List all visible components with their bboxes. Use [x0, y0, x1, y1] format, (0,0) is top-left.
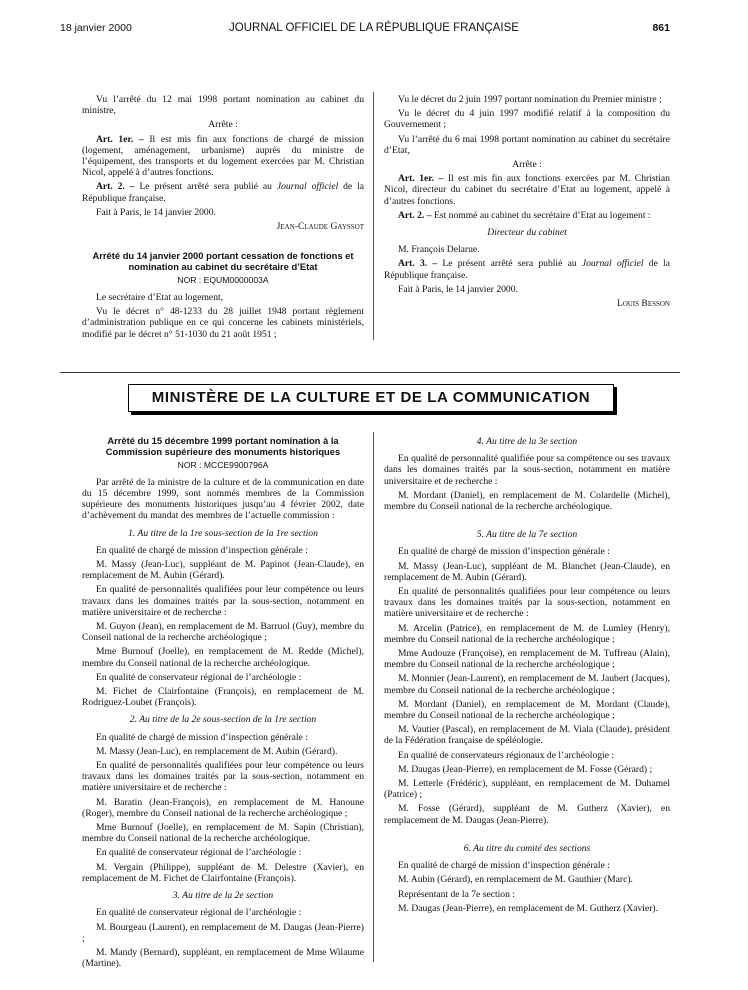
paragraph: En qualité de conservateur régional de l’archéologie : — [96, 907, 302, 919]
paragraph: M. Massy (Jean-Luc), en remplacement de M. Aubin (Gérard). — [96, 745, 338, 757]
section-heading: 1. Au titre de la 1re sous-section de la 1re section — [128, 527, 318, 539]
article-text: Le présent arrêté sera publié au — [139, 181, 272, 193]
article-label: Art. 2. – — [398, 209, 432, 221]
article-text: Le présent arrêté sera publié au — [442, 258, 577, 270]
paragraph: En qualité de personnalités qualifiées pour leur compétence ou leurs travaux dans les domaines traités par la sous-section, notamment en matière universitaire et de recherche : — [384, 586, 670, 620]
section-heading: 5. Au titre de la 7e section — [476, 529, 578, 541]
paragraph: M. Mordant (Daniel), en remplacement de M. Colardelle (Michel), membre du Conseil national de la recherche archéologique. — [384, 489, 670, 513]
paragraph: M. Guyon (Jean), en remplacement de M. Barruol (Guy), membre du Conseil national de la recherche archéologique ; — [82, 621, 364, 644]
arrete-label: Arrête : — [512, 159, 542, 171]
paragraph: En qualité de personnalités qualifiées pour leur compétence ou leurs travaux dans les domaines traités par la sous-section, notamment en matière universitaire et de recherche : — [82, 584, 364, 618]
article-label: Art. 3. – — [398, 258, 438, 270]
bottom-left-column — [82, 436, 364, 972]
paragraph: M. Daugas (Jean-Pierre), en remplacement de M. Fosse (Gérard) ; — [398, 763, 653, 775]
paragraph: M. Mordant (Daniel), en remplacement de M. Mordant (Claude), membre du Conseil national de la recherche archéologique ; — [384, 698, 670, 722]
column-divider — [373, 432, 374, 962]
paragraph: Vu l’arrêté du 6 mai 1998 portant nomination au cabinet du secrétaire d’Etat, — [384, 133, 670, 156]
paragraph: M. Fosse (Gérard), suppléant de M. Gutherz (Xavier), en remplacement de M. Daugas (Jean-Pierre). — [384, 803, 670, 826]
paragraph: Par arrêté de la ministre de la culture et de la communication en date du 15 décembre 1999, sont nommés membres de la Commission supérieure des monuments historiques jusqu’au 4 février 2002, date d’achèvement du mandat des membres de l’actuelle commission : — [82, 476, 364, 522]
paragraph: En qualité de personnalités qualifiées pour leur compétence ou leurs travaux dans les domaines traités par la sous-section, notamment en matière universitaire et de recherche : — [82, 760, 364, 794]
top-right-column — [384, 94, 670, 312]
position-heading: Directeur du cabinet — [487, 227, 567, 239]
paragraph: Mme Burnouf (Joelle), en remplacement de M. Redde (Michel), membre du Conseil national de la recherche archéologique. — [82, 646, 364, 669]
paragraph: Vu le décret du 2 juin 1997 portant nomination du Premier ministre ; — [398, 94, 662, 105]
paragraph: En qualité de chargé de mission d’inspection générale : — [398, 546, 610, 558]
article-text: de la République française. — [82, 181, 365, 204]
article-2 — [82, 181, 364, 203]
nor-reference: NOR : EQUM0000003A — [177, 274, 269, 285]
article-text: Il est mis fin aux fonctions de chargé de mission (logement, aménagement, urbanisme) auprès du ministre de l’équipement, des transports et du logement exercées par M. Christian Nicol, appelé à d’autres fonctions. — [82, 133, 364, 179]
paragraph: M. Bourgeau (Laurent), en remplacement de M. Daugas (Jean-Pierre) ; — [82, 921, 364, 944]
column-divider — [373, 92, 374, 340]
section-heading: 2. Au titre de la 2e sous-section de la 1re section — [129, 714, 317, 726]
article-1 — [384, 173, 670, 207]
journal-title: JOURNAL OFFICIEL DE LA RÉPUBLIQUE FRANÇAISE — [229, 22, 519, 34]
ministry-banner: MINISTÈRE DE LA CULTURE ET DE LA COMMUNICATION — [128, 384, 614, 412]
decree-title: Arrêté du 15 décembre 1999 portant nomination à la Commission supérieure des monuments historiques — [105, 435, 341, 457]
article-text: Il est mis fin aux fonctions exercées par M. Christian Nicol, directeur du cabinet du secrétaire d’Etat au logement, appelé à d’autres fonctions. — [384, 173, 670, 207]
article-label: Art. 1er. – — [96, 133, 144, 145]
signature: Jean-Claude Gayssot — [276, 221, 364, 233]
paragraph: En qualité de conservateur régional de l’archéologie : — [96, 847, 302, 859]
top-left-column — [82, 94, 364, 343]
paragraph: Mme Burnouf (Joelle), en remplacement de M. Sapin (Christian), membre du Conseil national de la recherche archéologique. — [82, 822, 364, 845]
paragraph: M. Letterle (Frédéric), suppléant, en remplacement de M. Duhamel (Patrice) ; — [384, 778, 670, 801]
signing-place-date: Fait à Paris, le 14 janvier 2000. — [398, 283, 518, 295]
article-text: de la République française. — [384, 258, 670, 281]
article-text: Est nommé au cabinet du secrétaire d’Etat au logement : — [433, 209, 651, 221]
section-heading: 4. Au titre de la 3e section — [476, 436, 578, 447]
article-2 — [384, 210, 670, 221]
paragraph: M. Daugas (Jean-Pierre), en remplacement de M. Gutherz (Xavier). — [398, 902, 658, 914]
paragraph: M. Vergain (Philippe), suppléant de M. Delestre (Xavier), en remplacement de M. Fichet de Clairfontaine (François). — [82, 861, 364, 884]
paragraph: Vu le décret du 4 juin 1997 modifié relatif à la composition du Gouvernement ; — [384, 108, 670, 131]
article-label: Art. 1er. – — [398, 173, 444, 185]
journal-reference: Journal officiel — [581, 258, 644, 270]
signing-place-date: Fait à Paris, le 14 janvier 2000. — [96, 206, 216, 218]
paragraph: En qualité de chargé de mission d’inspection générale : — [398, 860, 610, 872]
paragraph: M. Vautier (Pascal), en remplacement de M. Viala (Claude), président de la Fédération française de spéléologie. — [384, 724, 670, 747]
paragraph: Vu l’arrêté du 12 mai 1998 portant nomination au cabinet du ministre, — [82, 94, 364, 117]
paragraph: M. Aubin (Gérard), en remplacement de M. Gauthier (Marc). — [398, 874, 633, 886]
paragraph: En qualité de conservateur régional de l’archéologie : — [96, 671, 302, 683]
signature: Louis Besson — [616, 298, 670, 310]
paragraph: Mme Audouze (Françoise), en remplacement de M. Tuffreau (Alain), membre du Conseil national de la recherche archéologique ; — [384, 648, 670, 671]
paragraph: Vu le décret n° 48-1233 du 28 juillet 1948 portant règlement d’administration publique en ce qui concerne les cabinets ministériels, modifié par le décret n° 51-1030 du 21 août 1951 ; — [82, 306, 364, 340]
issue-date: 18 janvier 2000 — [60, 22, 132, 34]
article-label: Art. 2. – — [96, 181, 135, 193]
bottom-right-column — [384, 436, 670, 917]
paragraph: Représentant de la 7e section : — [398, 888, 515, 900]
page-number: 861 — [652, 22, 670, 34]
paragraph: M. Arcelin (Patrice), en remplacement de M. de Lumley (Henry), membre du Conseil national de la recherche archéologique ; — [384, 622, 670, 645]
section-separator — [60, 372, 680, 373]
paragraph: M. Fichet de Clairfontaine (François), en remplacement de M. Rodriguez-Loubet (François). — [82, 686, 364, 709]
paragraph: Le secrétaire d’Etat au logement, — [96, 292, 224, 304]
paragraph: En qualité de conservateurs régionaux de l’archéologie : — [398, 749, 615, 761]
arrete-label: Arrête : — [208, 119, 238, 131]
paragraph: En qualité de personnalité qualifiée pour sa compétence ou ses travaux dans les domaines traités par la sous-section, notamment en matière universitaire et de recherche : — [384, 453, 670, 487]
paragraph: En qualité de chargé de mission d’inspection générale : — [96, 731, 308, 743]
page-header — [0, 22, 748, 42]
article-1 — [82, 134, 364, 179]
paragraph: M. Massy (Jean-Luc), suppléant de M. Blanchet (Jean-Claude), en remplacement de M. Aubin (Gérard). — [384, 560, 670, 583]
section-heading: 3. Au titre de la 2e section — [172, 890, 274, 902]
appointee: M. François Delarue. — [398, 244, 480, 256]
paragraph: M. Baratin (Jean-François), en remplacement de M. Hanoune (Roger), membre du Conseil national de la recherche archéologique ; — [82, 796, 364, 819]
paragraph: M. Monnier (Jean-Laurent), en remplacement de M. Jaubert (Jacques), membre du Conseil national de la recherche archéologique ; — [384, 673, 670, 696]
paragraph: En qualité de chargé de mission d’inspection générale : — [96, 544, 308, 556]
journal-reference: Journal officiel — [276, 181, 339, 193]
paragraph: M. Massy (Jean-Luc), suppléant de M. Papinot (Jean-Claude), en remplacement de M. Aubin (Gérard). — [82, 559, 364, 582]
decree-title: Arrêté du 14 janvier 2000 portant cessation de fonctions et nomination au cabinet du secrétaire d’Etat — [92, 250, 354, 273]
article-3 — [384, 258, 670, 280]
nor-reference: NOR : MCCE9900796A — [177, 459, 269, 470]
section-heading: 6. Au titre du comité des sections — [463, 842, 591, 854]
paragraph: M. Mandy (Bernard), suppléant, en remplacement de Mme Wilaume (Martine). — [82, 946, 364, 970]
